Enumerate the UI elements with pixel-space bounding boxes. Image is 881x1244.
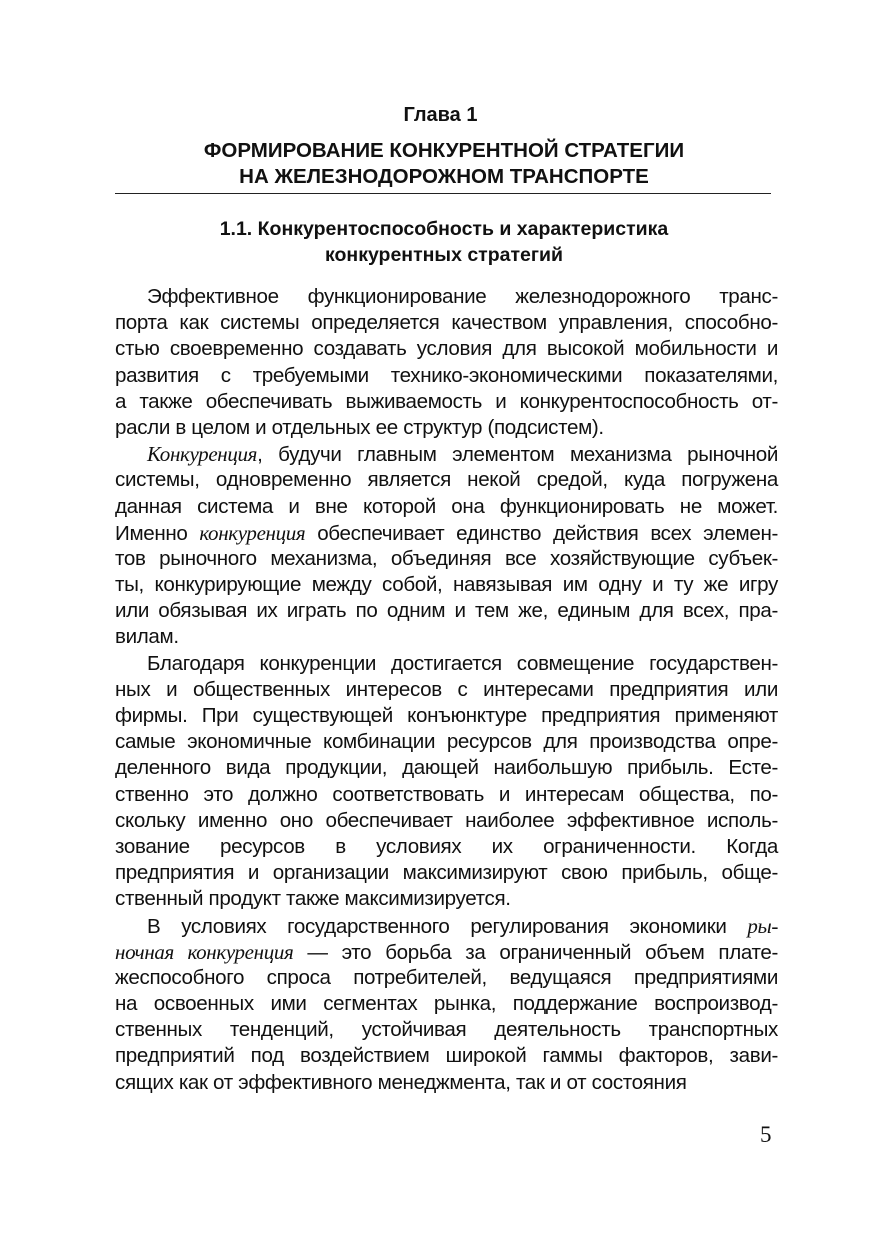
text-line [115, 415, 778, 441]
text-segment: системы, одновременно является некой средой, куда погружена [115, 468, 778, 492]
chapter-title [115, 138, 773, 190]
text-segment: ственных тенденций, устойчивая деятельность транспортных [115, 1018, 778, 1042]
text-line [115, 363, 778, 389]
text-line [115, 808, 778, 834]
text-line [115, 520, 778, 546]
text-segment: жеспособного спроса потребителей, ведущаяся предприятиями [115, 965, 778, 989]
title-divider [115, 193, 771, 194]
text-line [115, 782, 778, 808]
text-segment: сящих как от эффективного менеджмента, так и от состояния [115, 1070, 687, 1094]
text-segment: фирмы. При существующей конъюнктуре предприятия применяют [115, 704, 778, 727]
text-segment: стью своевременно создавать условия для высокой мобильности и [115, 337, 778, 361]
text-line [115, 677, 778, 703]
text-segment: скольку именно оно обеспечивает наиболее эффективное исполь- [115, 808, 778, 832]
text-segment: деленного вида продукции, дающей наибольшую прибыль. Есте- [115, 756, 778, 780]
text-line [115, 310, 778, 336]
text-segment: , будучи главным элементом механизма рыночной [257, 443, 778, 467]
text-segment: ственно это должно соответствовать и интересам общества, по- [115, 782, 778, 806]
text-line [115, 494, 778, 520]
text-segment: а также обеспечивать выживаемость и конкурентоспособность от- [115, 389, 778, 413]
text-line [115, 729, 778, 755]
italic-term: конкуренция [199, 520, 306, 545]
text-segment: самые экономичные комбинации ресурсов для производства опре- [115, 730, 778, 754]
text-segment: — это борьба за ограниченный объем плате- [293, 940, 778, 964]
text-line [115, 1017, 778, 1043]
text-line [115, 572, 778, 598]
text-segment: ственный продукт также максимизируется. [115, 887, 511, 911]
page-number: 5 [760, 1122, 772, 1147]
text-line [115, 834, 778, 860]
text-segment: ных и общественных интересов с интересами предприятия или [115, 677, 778, 701]
text-line [115, 284, 778, 310]
text-segment: зование ресурсов в условиях их ограниченности. Когда [115, 834, 778, 858]
text-segment: Эффективное функционирование железнодорожного транс- [147, 285, 778, 308]
text-line [115, 860, 778, 886]
text-line [115, 651, 778, 677]
text-line [115, 991, 778, 1017]
section-title-line: конкурентных стратегий [325, 244, 563, 266]
text-segment: вилам. [115, 625, 179, 649]
text-line [115, 755, 778, 781]
text-segment: данная система и вне которой она функционировать не может. [115, 494, 778, 518]
text-line [115, 703, 778, 729]
text-line [115, 913, 778, 939]
text-line [115, 886, 778, 912]
text-line [115, 598, 778, 624]
text-line [115, 336, 778, 362]
text-line [115, 965, 778, 991]
text-segment: В условиях государственного регулирования экономики [147, 914, 748, 938]
text-segment: предприятий под воздействием широкой гаммы факторов, зави- [115, 1044, 778, 1068]
text-line [115, 467, 778, 493]
text-segment: порта как системы определяется качеством управления, способно- [115, 311, 778, 335]
text-line [115, 441, 778, 467]
italic-term: ночная конкуренция [115, 939, 294, 964]
text-segment: ты, конкурирующие между собой, навязывая им одну и ту же игру [115, 573, 778, 597]
text-segment: тов рыночного механизма, объединяя все хозяйствующие субъек- [115, 546, 778, 570]
italic-term: Конкуренция [147, 442, 258, 467]
text-line [115, 624, 778, 650]
section-title-line: 1.1. Конкурентоспособность и характеристика [219, 218, 669, 240]
text-line [115, 1043, 778, 1069]
text-segment: развития с требуемыми технико-экономическими показателями, [115, 363, 778, 387]
text-line [115, 389, 778, 415]
chapter-title-line: ФОРМИРОВАНИЕ КОНКУРЕНТНОЙ СТРАТЕГИИ [203, 139, 685, 162]
italic-term: ры- [747, 913, 778, 938]
text-segment: обеспечивает единство действия всех элемен- [305, 521, 778, 545]
text-segment: предприятия и организации максимизируют свою прибыль, обще- [115, 861, 778, 885]
text-segment: Именно [115, 521, 200, 545]
text-line [115, 939, 778, 965]
text-segment: на освоенных ими сегментах рынка, поддержание воспроизвод- [115, 992, 778, 1016]
text-segment: Благодаря конкуренции достигается совмещение государствен- [147, 651, 778, 675]
section-title [115, 216, 773, 268]
text-segment: расли в целом и отдельных ее структур (подсистем). [115, 415, 604, 439]
chapter-heading: Глава 1 [403, 104, 478, 126]
body-text [115, 284, 778, 1096]
text-line [115, 546, 778, 572]
text-line [115, 1070, 778, 1096]
text-segment: или обязывая их играть по одним и тем же, единым для всех, пра- [115, 599, 778, 623]
chapter-title-line: НА ЖЕЛЕЗНОДОРОЖНОМ ТРАНСПОРТЕ [239, 165, 649, 188]
